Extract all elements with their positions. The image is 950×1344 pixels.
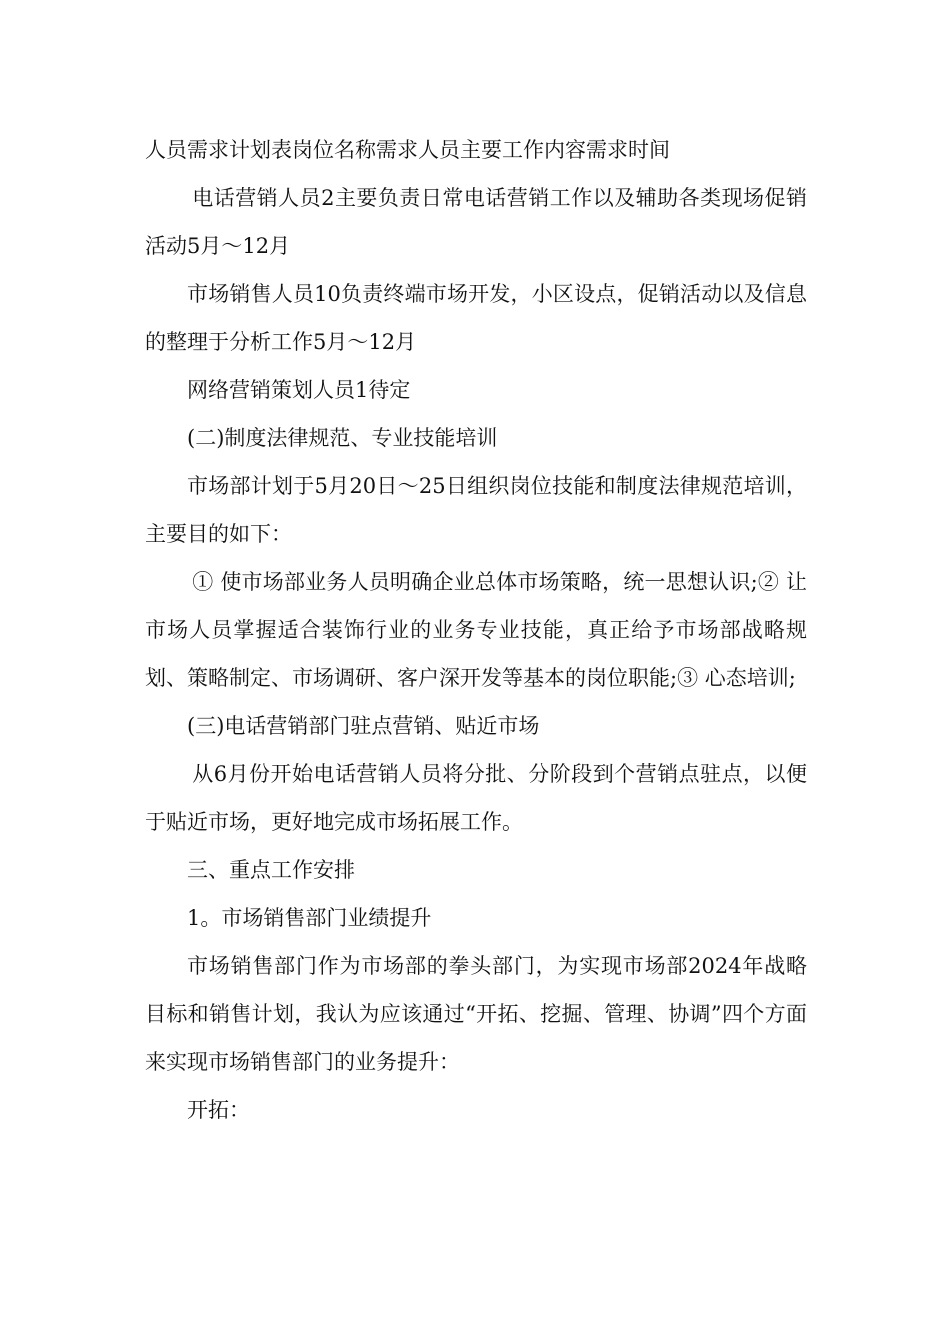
paragraph-training-goals: ① 使市场部业务人员明确企业总体市场策略，统一思想认识;② 让市场人员掌握适合装饰行业的业务专业技能，真正给予市场部战略规划、策略制定、市场调研、客户深开发等基本的岗位职能;③ 心态培训; [145, 570, 807, 690]
paragraph-sales-strategy: 市场销售部门作为市场部的拳头部门，为实现市场部2024年战略目标和销售计划，我认为应该通过“开拓、挖掘、管理、协调”四个方面来实现市场销售部门的业务提升： [145, 954, 807, 1074]
paragraph-market-sales-staff: 市场销售人员10负责终端市场开发，小区设点，促销活动以及信息的整理于分析工作5月～12月 [145, 282, 807, 354]
paragraph-staffing-table-header: 人员需求计划表岗位名称需求人员主要工作内容需求时间 [145, 138, 670, 162]
heading-key-work: 三、重点工作安排 [187, 858, 355, 882]
heading-telemarketing-stationing: (三)电话营销部门驻点营销、贴近市场 [187, 714, 540, 738]
document-page [145, 126, 807, 1134]
paragraph-telemarketing-staff: 电话营销人员2主要负责日常电话营销工作以及辅助各类现场促销活动5月～12月 [145, 186, 807, 258]
paragraph-online-marketing-staff: 网络营销策划人员1待定 [187, 378, 411, 402]
heading-sales-improvement: 1。市场销售部门业绩提升 [187, 906, 432, 930]
heading-training: (二)制度法律规范、专业技能培训 [187, 426, 498, 450]
heading-develop: 开拓： [187, 1098, 250, 1122]
paragraph-stationing-plan: 从6月份开始电话营销人员将分批、分阶段到个营销点驻点，以便于贴近市场，更好地完成市场拓展工作。 [145, 762, 807, 834]
paragraph-training-plan: 市场部计划于5月20日～25日组织岗位技能和制度法律规范培训，主要目的如下： [145, 474, 807, 546]
